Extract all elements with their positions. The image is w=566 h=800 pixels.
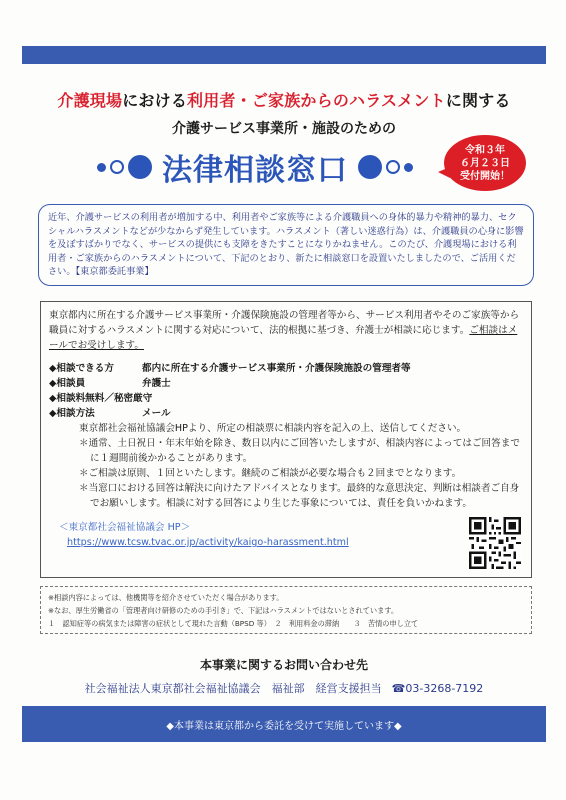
contact-phone[interactable]: ☎03-3268-7192 <box>391 682 484 695</box>
small-dot-icon <box>97 163 106 172</box>
headline <box>22 88 546 111</box>
top-banner-bar <box>22 46 546 64</box>
intro-text: 近年、介護サービスの利用者が増加する中、利用者やご家族等による介護職員への身体的暴力や精神的暴力、セクシャルハラスメントなどが少なからず発生しています。ハラスメント（著しい迷惑行為）は、介護職員の心身に影響を及ぼすばかりでなく、サービスの提供にも支障をきたすことになりかねません。このたび、介護現場における利用者・ご家族からのハラスメントについて、下記のとおり、新たに相談窓口を設置いたしましたので、ご活用ください。【東京都委託事業】 <box>48 212 524 278</box>
qr-code-icon[interactable] <box>469 517 521 569</box>
large-dot-icon <box>358 155 382 179</box>
item-label: ◆相談方法 <box>49 408 95 419</box>
headline-part-4: に関する <box>445 91 511 110</box>
website-label: ＜東京都社会福祉協議会 HP＞ <box>59 522 191 533</box>
main-title: 法律相談窓口 <box>162 153 348 188</box>
disclaimer-box <box>40 586 532 634</box>
website-link[interactable]: https://www.tcsw.tvac.or.jp/activity/kaigo-harassment.html <box>67 537 349 548</box>
main-title-row <box>60 145 450 189</box>
footer-text: ◆本事業は東京都から委託を受けて実施しています◆ <box>166 720 402 732</box>
disclaimer-line: ※相談内容によっては、他機関等を紹介させていただく場合があります。 <box>48 593 284 602</box>
small-dot-icon <box>404 163 413 172</box>
item-label: ◆相談料無料／秘密厳守 <box>49 393 153 404</box>
item-value: 弁護士 <box>142 378 171 389</box>
item-eligible <box>49 361 523 376</box>
ring-icon <box>386 160 400 174</box>
contact-line <box>22 680 546 696</box>
item-consultant <box>49 376 523 391</box>
item-label: ◆相談できる方 <box>49 363 114 374</box>
footer-banner <box>22 706 546 742</box>
start-date-badge <box>444 135 526 191</box>
subtitle: 介護サービス事業所・施設のための <box>172 121 396 137</box>
consultation-details-box <box>40 301 532 578</box>
headline-part-3: 利用者・ご家族からのハラスメント <box>187 91 446 110</box>
disclaimer-line: １ 認知症等の病気または障害の症状として現れた言動（BPSD 等） ２ 利用料金の滞納 ３ 苦情の申し立て <box>48 619 419 628</box>
item-fee <box>49 391 523 406</box>
item-value: 都内に所在する介護サービス事業所・介護保険施設の管理者等 <box>142 363 411 374</box>
ring-icon <box>110 160 124 174</box>
intro-box <box>38 204 534 286</box>
note-item: ＊通常、土日祝日・年末年始を除き、数日以内にご回答いたしますが、相談内容によってはご回答までに１週間前後かかることがあります。 <box>79 438 520 464</box>
badge-line-3: 受付開始！ <box>460 170 510 182</box>
note-item: ＊当窓口における回答は解決に向けたアドバイスとなります。最終的な意思決定、判断は相談者ご自身でお願いします。相談に対する回答により生じた事象については、責任を負いかねます。 <box>79 483 520 509</box>
email-note: ご相談はメールでお受けします。 <box>49 325 518 351</box>
headline-part-2: における <box>122 91 188 110</box>
item-value <box>142 391 523 406</box>
disclaimer-line: ※なお、厚生労働省の「管理者向け研修のための手引き」で、下記はハラスメントではないとされています。 <box>48 606 399 615</box>
large-dot-icon <box>128 155 152 179</box>
badge-line-1: 令和３年 <box>465 144 505 156</box>
overview-text: 東京都内に所在する介護サービス事業所・介護保険施設の管理者等から、サービス利用者やそのご家族等から職員に対するハラスメントに関する対応について、法的根拠に基づき、弁護士が相談に応じます。 <box>49 310 520 336</box>
item-value: メール <box>142 408 171 419</box>
badge-line-2: ６月２３日 <box>460 157 510 169</box>
contact-heading: 本事業に関するお問い合わせ先 <box>199 658 368 672</box>
method-text: 東京都社会福祉協議会HPより、所定の相談票に相談内容を記入の上、送信してください。 <box>79 423 467 434</box>
item-method <box>49 406 523 421</box>
item-label: ◆相談員 <box>49 378 86 389</box>
overview-paragraph <box>49 308 523 353</box>
method-details <box>49 421 523 511</box>
contact-organization: 社会福祉法人東京都社会福祉協議会 福祉部 経営支援担当 <box>84 682 382 695</box>
headline-part-1: 介護現場 <box>57 91 123 110</box>
note-item: ＊ご相談は原則、１回といたします。継続のご相談が必要な場合も２回までとなります。 <box>79 468 462 479</box>
